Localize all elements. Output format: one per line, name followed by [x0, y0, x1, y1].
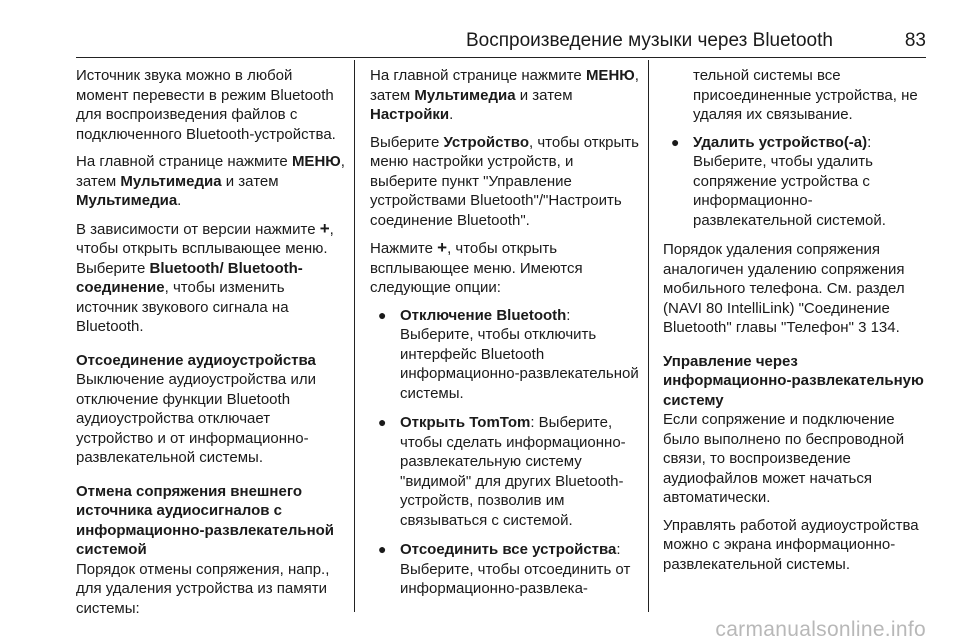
paragraph: Если сопряжение и подключение было выполнено по беспроводной связи, то воспроизведение аудиофайлов может начаться автоматически. [663, 411, 905, 506]
list-item: ● Отсоединить все устройства: Выберите, чтобы отсоединить от информационно-развлека- [378, 541, 631, 597]
bullet-icon: ● [378, 306, 387, 323]
paragraph: Управлять работой аудиоустройства можно с экрана информационно-развлекательной системы. [663, 516, 919, 573]
paragraph: На главной странице нажмите МЕНЮ, затем Мультимедиа и затем Настройки. [370, 67, 639, 123]
column-divider [354, 60, 355, 612]
page-header [76, 30, 926, 54]
header-rule [76, 57, 926, 58]
list-item: ● Отключение Bluetooth: Выберите, чтобы отключить интерфейс Bluetooth информационно-развлекательной системы. [378, 306, 639, 402]
bullet-icon: ● [671, 133, 680, 150]
list-item: ● Открыть TomTom: Выберите, чтобы сделать информационно-развлекательную систему "видимой" для других Bluetooth-устройств, позволив им связываться с системой. [378, 414, 626, 529]
column-3 [663, 66, 928, 582]
bullet-icon: ● [378, 541, 387, 557]
section-heading: Отсоединение аудиоустройства [76, 351, 316, 369]
page-reference-icon: 3 [858, 319, 867, 336]
paragraph: Порядок отмены сопряжения, напр., для удаления устройства из памяти системы: [76, 560, 330, 617]
column-2 [370, 66, 640, 609]
paragraph: тельной системы все присоединенные устройства, не удаляя их связывание. [693, 67, 918, 123]
column-divider [648, 60, 649, 612]
section-heading: Управление через информационно-развлекательную систему [663, 352, 924, 409]
paragraph: В зависимости от версии нажмите +, чтобы открыть всплывающее меню. Выберите Bluetooth/ Bluetooth-соединение, чтобы изменить источник звукового сигнала на Bluetooth. [76, 218, 334, 335]
bullet-icon: ● [378, 414, 387, 430]
paragraph: Выберите Устройство, чтобы открыть меню настройки устройств, и выберите пункт "Управление устройствами Bluetooth"/"Настроить соединение Bluetooth". [370, 133, 639, 229]
plus-icon: + [319, 218, 330, 238]
watermark: carmanualsonline.info [715, 618, 926, 641]
plus-icon: + [437, 238, 448, 257]
paragraph: Порядок удаления сопряжения аналогичен удалению сопряжения мобильного телефона. См. раздел (NAVI 80 IntelliLink) "Соединение Bluetooth" главы "Телефон" 3 134. [663, 241, 905, 336]
paragraph: На главной странице нажмите МЕНЮ, затем Мультимедиа и затем Мультимедиа. [76, 153, 345, 209]
paragraph: Источник звука можно в любой момент перевести в режим Bluetooth для воспроизведения файлов с подключенного Bluetooth-устройства. [76, 67, 336, 143]
column-1 [76, 66, 346, 626]
section-heading: Отмена сопряжения внешнего источника аудиосигналов с информационно-развлекательной системой [76, 482, 335, 558]
list-item: ● Удалить устройство(-а): Выберите, чтобы удалить сопряжение устройства с информационно-развлекательной системой. [671, 133, 886, 229]
page-title: Воспроизведение музыки через Bluetooth [466, 30, 833, 51]
paragraph: Нажмите +, чтобы открыть всплывающее меню. Имеются следующие опции: [370, 238, 583, 296]
paragraph: Выключение аудиоустройства или отключение функции Bluetooth аудиоустройства отключает устройство и от информационно-развлекательной системы. [76, 371, 316, 466]
page-number: 83 [904, 30, 926, 51]
